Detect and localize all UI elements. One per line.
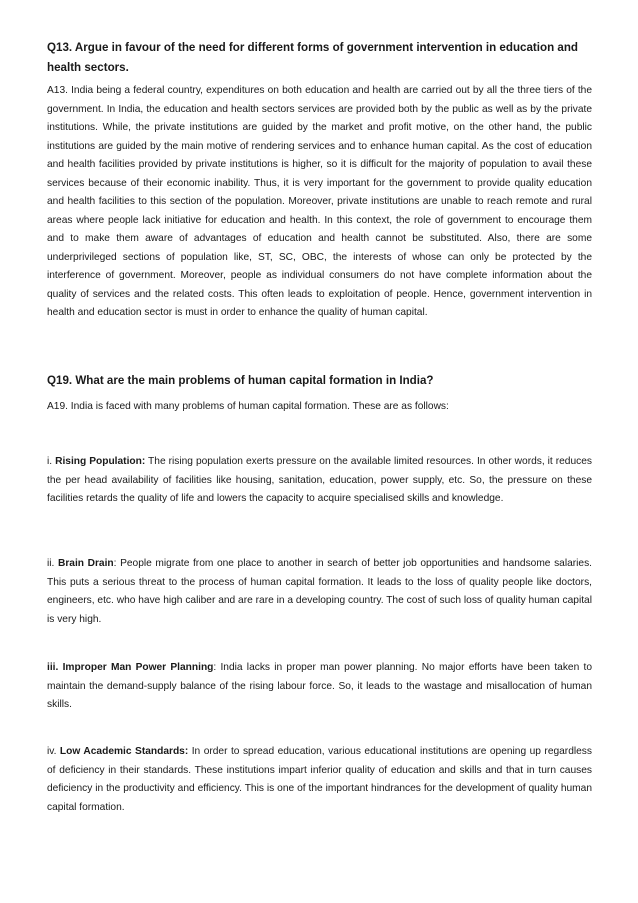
point-heading: Low Academic Standards: xyxy=(59,746,189,757)
question-13-heading: Q13. Argue in favour of the need for different forms of government intervention in education and health sectors. xyxy=(47,41,578,74)
question-19-heading: Q19. What are the main problems of human capital formation in India? xyxy=(47,374,434,387)
point-number: iv. xyxy=(47,746,60,757)
point-number: i. xyxy=(47,456,56,467)
point-number: iii. xyxy=(47,662,63,673)
point-improper-man-power-planning xyxy=(47,659,592,715)
point-number: ii. xyxy=(47,558,58,569)
answer-19-intro: A19. India is faced with many problems of human capital formation. These are as follows: xyxy=(47,401,449,412)
point-heading: Brain Drain xyxy=(57,558,114,569)
point-brain-drain xyxy=(47,555,592,629)
point-heading: Improper Man Power Planning xyxy=(62,662,214,673)
point-text: : People migrate from one place to another in search of better job opportunities and handsome salaries. This puts a serious threat to the process of human capital formation. It leads to the loss of quality people like doctors, engineers, etc. who have high caliber and are rare in a developing country. The cost of such loss of quality human capital is very high. xyxy=(47,558,593,625)
point-text: In order to spread education, various educational institutions are opening up regardless of deficiency in their standards. These institutions impart inferior quality of education and skills and that in turn causes deficiency in the productivity and efficiency. This is one of the important hindrances for the development of quality human capital formation. xyxy=(47,746,592,813)
point-low-academic-standards xyxy=(47,743,592,817)
answer-13-paragraph: A13. India being a federal country, expenditures on both education and health are carried out by all the three tiers of the government. In India, the education and health sectors services are provided both by the public as well as by the private institutions. While, the private institutions are guided by the market and profit motive, on the other hand, the public institutions are guided by the main motive of rendering services and to enhance human capital. As the cost of education and health facilities provided by private institutions is higher, so it is difficult for the majority of population to avail these services because of their economic inability. Thus, it is very important for the government to provide quality education and health facilities to this section of the population. Moreover, private institutions are unable to reach remote and rural areas where people lack initiative for education and health. In this context, the role of government to encourage them and to make them aware of advantages of education and health cannot be substituted. Also, there are some underprivileged sections of population like, ST, SC, OBC, the interests of whose can only be protected by the interference of government. Moreover, people as individual consumers do not have complete information about the quality of services and the related costs. This often leads to exploitation of people. Hence, government intervention in health and education sector is must in order to enhance the quality of human capital. xyxy=(47,85,592,318)
point-text: The rising population exerts pressure on the available limited resources. In other words, it reduces the per head availability of facilities like housing, sanitation, education, power supply, etc. So, the pressure on these facilities retards the quality of life and lowers the capacity to acquire specialised skills and knowledge. xyxy=(47,456,592,504)
point-heading: Rising Population: xyxy=(55,456,146,467)
point-rising-population xyxy=(47,453,592,509)
point-text: : India lacks in proper man power planning. No major efforts have been taken to maintain the demand-supply balance of the rising labour force. So, it leads to the wastage and misallocation of human skills. xyxy=(47,662,592,710)
